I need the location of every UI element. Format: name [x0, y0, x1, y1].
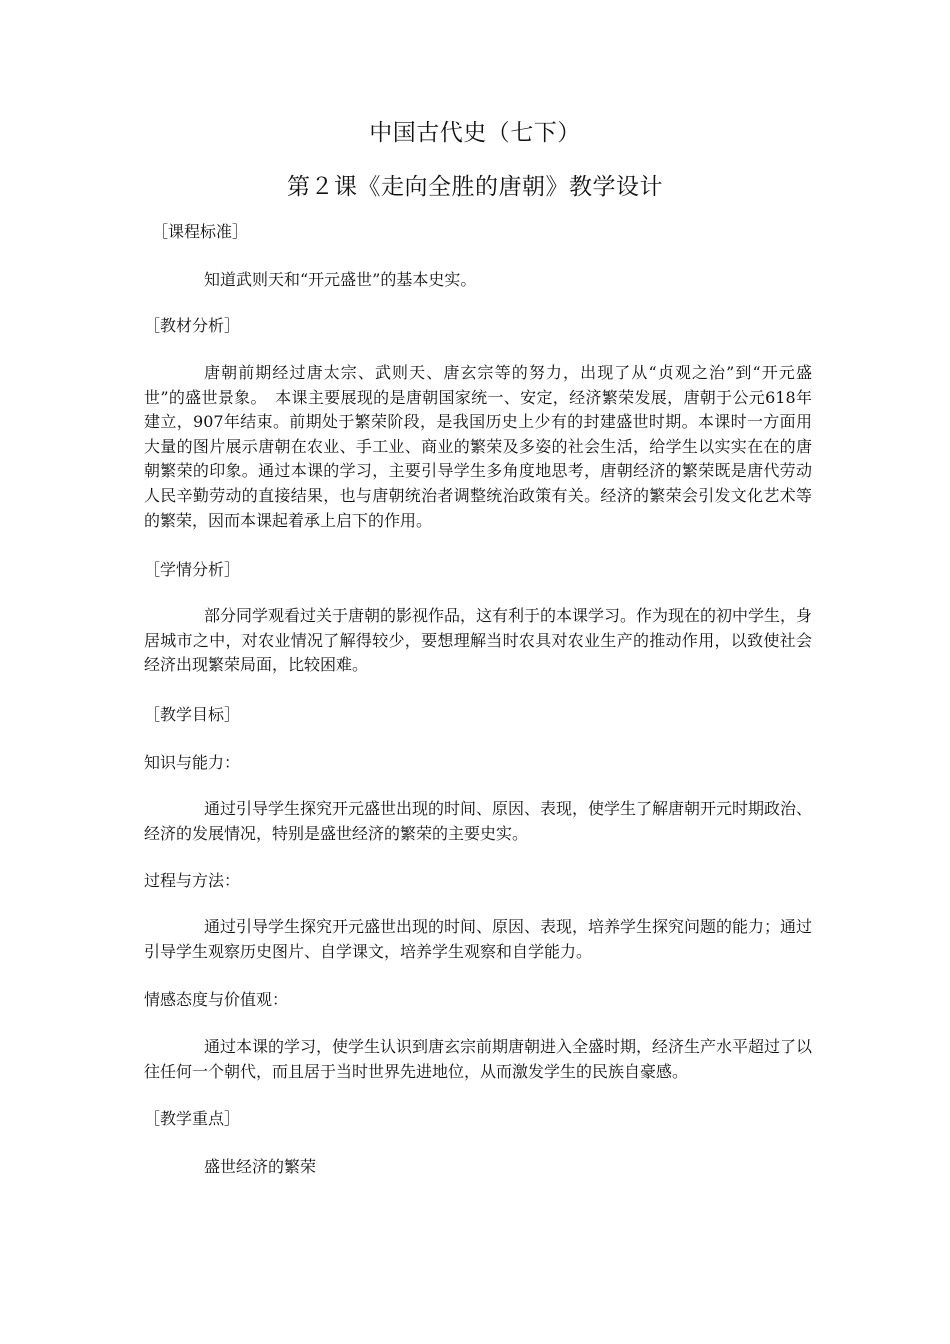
key-points-text: 盛世经济的繁荣: [204, 1157, 317, 1176]
lesson-title: 第２课《走向全胜的唐朝》教学设计: [287, 174, 663, 200]
document-title: 中国古代史（七下）: [369, 120, 581, 146]
section-heading-teaching-goals: ［教学目标］: [144, 705, 241, 724]
section-heading-curriculum-standard: ［课程标准］: [152, 222, 249, 241]
section-heading-learner-analysis: ［学情分析］: [144, 560, 241, 579]
learner-analysis-text: 部分同学观看过关于唐朝的影视作品，这有利于的本课学习。作为现在的初中学生，身居城市之中，对农业情况了解得较少，要想理解当时农具对农业生产的推动作用，以致使社会经济出现繁荣局面，比较困难。: [144, 606, 813, 675]
process-method-text: 通过引导学生探究开元盛世出现的时间、原因、表现，培养学生探究问题的能力；通过引导学生观察历史图片、自学课文，培养学生观察和自学能力。: [144, 917, 813, 961]
attitude-values-heading: 情感态度与价值观：: [144, 990, 289, 1009]
section-heading-key-points: ［教学重点］: [144, 1109, 241, 1128]
attitude-values-text: 通过本课的学习，使学生认识到唐玄宗前期唐朝进入全盛时期，经济生产水平超过了以往任何一个朝代，而且居于当时世界先进地位，从而激发学生的民族自豪感。: [144, 1037, 813, 1081]
section-heading-textbook-analysis: ［教材分析］: [144, 316, 241, 335]
textbook-analysis-text: 唐朝前期经过唐太宗、武则天、唐玄宗等的努力，出现了从“贞观之治”到“开元盛世”的盛世景象。 本课主要展现的是唐朝国家统一、安定，经济繁荣发展，唐朝于公元618年建立，907年结束。前期处于繁荣阶段，是我国历史上少有的封建盛世时期。本课时一方面用大量的图片展示唐朝在农业、手工业、商业的繁荣及多姿的社会生活，给学生以实实在在的唐朝繁荣的印象。通过本课的学习，主要引导学生多角度地思考，唐朝经济的繁荣既是唐代劳动人民辛勤劳动的直接结果，也与唐朝统治者调整统治政策有关。经济的繁荣会引发文化艺术等的繁荣，因而本课起着承上启下的作用。: [144, 363, 812, 530]
knowledge-ability-heading: 知识与能力：: [144, 753, 241, 772]
curriculum-standard-text: 知道武则天和“开元盛世”的基本史实。: [204, 270, 477, 289]
knowledge-ability-text: 通过引导学生探究开元盛世出现的时间、原因、表现，使学生了解唐朝开元时期政治、经济的发展情况，特别是盛世经济的繁荣的主要史实。: [144, 799, 813, 843]
process-method-heading: 过程与方法：: [144, 871, 241, 890]
